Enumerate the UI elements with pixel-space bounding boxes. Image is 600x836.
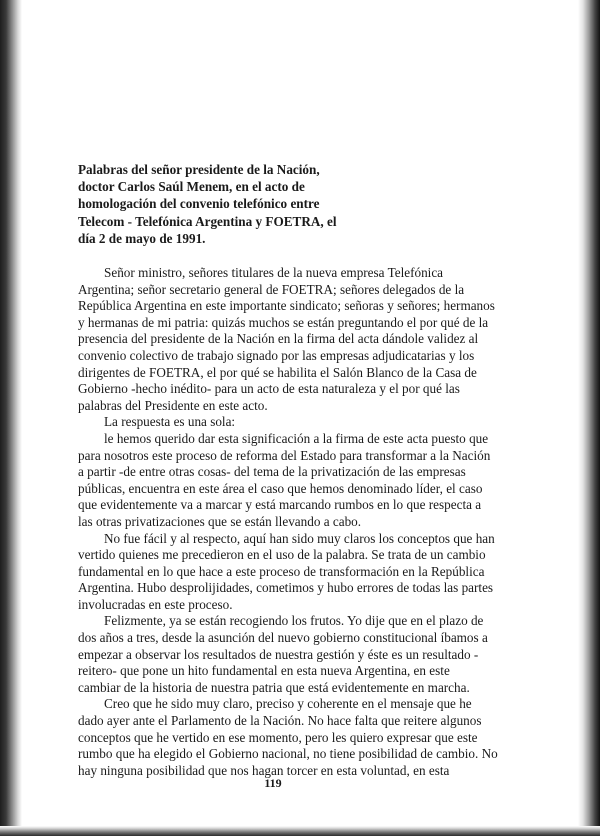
body-line: le hemos querido dar esta significación a la firma de este acta puesto que xyxy=(104,430,489,446)
body-line: y hermanas de mi patria: quizás muchos se están preguntando el por qué de la xyxy=(78,314,489,330)
title-line: doctor Carlos Saúl Menem, en el acto de xyxy=(78,179,305,195)
scan-shadow-left xyxy=(0,0,22,836)
body-line: públicas, encuentra en este área el caso que hemos denominado líder, el caso xyxy=(78,480,483,496)
body-line: Felizmente, ya se están recogiendo los frutos. Yo dije que en el plazo de xyxy=(104,613,484,629)
body-line: No fue fácil y al respecto, aquí han sido muy claros los conceptos que han xyxy=(104,530,495,546)
body-line: rumbo que ha elegido el Gobierno nacional, no tiene posibilidad de cambio. No xyxy=(78,746,498,762)
body-line: Gobierno -hecho inédito- para un acto de esta naturaleza y el por qué las xyxy=(78,381,460,397)
title-line: Palabras del señor presidente de la Nación, xyxy=(78,162,320,177)
body-line: que evidentemente va a marcar y está marcando rumbos en lo que respecta a xyxy=(78,497,482,513)
body-line: convenio colectivo de trabajo signado por las empresas adjudicatarias y los xyxy=(78,347,475,363)
title-line: día 2 de mayo de 1991. xyxy=(78,230,206,246)
title-line: homologación del convenio telefónico entre xyxy=(78,196,320,212)
scan-shadow-bottom xyxy=(0,826,600,836)
body-line: reitero- que pone un hito fundamental en esta nueva Argentina, en este xyxy=(78,663,450,679)
body-line: palabras del Presidente en este acto. xyxy=(78,397,268,413)
body-line: dado ayer ante el Parlamento de la Nación. No hace falta que reitere algunos xyxy=(78,713,482,729)
body-line: conceptos que he vertido en ese momento, pero les quiero expresar que este xyxy=(78,729,478,745)
body-line: fundamental en lo que hace a este proceso de transformación en la República xyxy=(78,563,485,579)
title-line: Telecom - Telefónica Argentina y FOETRA, el xyxy=(78,213,337,229)
body-line: a partir -de entre otras cosas- del tema de la privatización de las empresas xyxy=(78,464,466,480)
body-line: Argentina. Hubo desprolijidades, cometimos y hubo errores de todas las partes xyxy=(78,580,494,596)
body-line: La respuesta es una sola: xyxy=(104,414,236,430)
body-line: vertido quienes me precedieron en el uso de la palabra. Se trata de un cambio xyxy=(78,547,486,563)
body-line: empezar a observar los resultados de nuestra gestión y éste es un resultado - xyxy=(78,646,479,662)
page-number: 119 xyxy=(264,776,282,790)
scan-shadow-right xyxy=(578,0,600,836)
body-line: hay ninguna posibilidad que nos hagan torcer en esta voluntad, en esta xyxy=(78,762,450,778)
body-line: las otras privatizaciones que se están llevando a cabo. xyxy=(78,513,362,529)
speech-body xyxy=(78,265,534,779)
body-line: dirigentes de FOETRA, el por qué se habilita el Salón Blanco de la Casa de xyxy=(78,364,477,380)
body-line: Creo que he sido muy claro, preciso y coherente en el mensaje que he xyxy=(104,696,472,712)
body-line: dos años a tres, desde la asunción del nuevo gobierno constitucional íbamos a xyxy=(78,630,488,646)
speech-title xyxy=(78,161,368,247)
body-line: República Argentina en este importante sindicato; señoras y señores; hermanos xyxy=(78,298,495,314)
body-line: Argentina; señor secretario general de FOETRA; señores delegados de la xyxy=(78,281,465,297)
body-line: Señor ministro, señores titulares de la nueva empresa Telefónica xyxy=(104,265,444,280)
body-line: presencia del presidente de la Nación en la firma del acta dándole validez al xyxy=(78,331,479,347)
body-line: involucradas en este proceso. xyxy=(78,596,233,612)
body-line: para nosotros este proceso de reforma del Estado para transformar a la Nación xyxy=(78,447,491,463)
body-line: cambiar de la historia de nuestra patria que está evidentemente en marcha. xyxy=(78,679,470,695)
